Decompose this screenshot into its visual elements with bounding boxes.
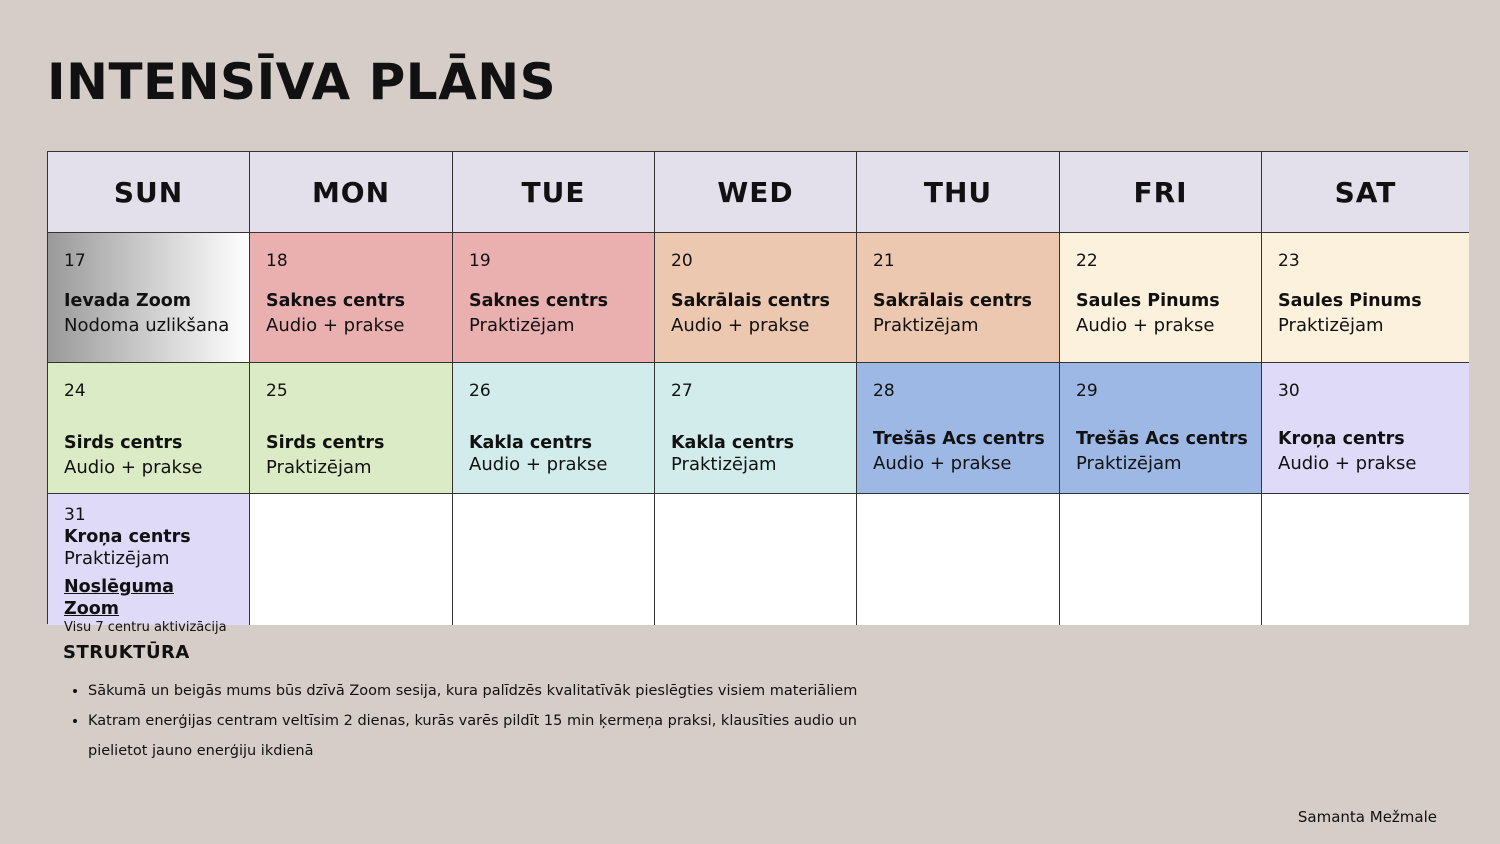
- event-title: Sakrālais centrs: [671, 291, 830, 311]
- event-title: Kroņa centrs: [1278, 429, 1405, 449]
- day-cell-30[interactable]: [1262, 363, 1469, 494]
- event-subtitle: Praktizējam: [671, 454, 777, 475]
- day-cell-17[interactable]: [48, 233, 250, 363]
- day-number: 22: [1076, 251, 1098, 271]
- weekday-header-fri: FRI: [1060, 152, 1262, 233]
- day-cell-19[interactable]: [453, 233, 655, 363]
- event-subtitle: Audio + prakse: [1076, 315, 1215, 336]
- event-subtitle: Praktizējam: [1076, 453, 1182, 474]
- event-subtitle: Audio + prakse: [671, 315, 810, 336]
- weekday-header-wed: WED: [655, 152, 857, 233]
- event-subtitle: Audio + prakse: [873, 453, 1012, 474]
- event-title: Saules Pinums: [1278, 291, 1422, 311]
- event-subtitle: Nodoma uzlikšana: [64, 315, 230, 336]
- event-title: Trešās Acs centrs: [1076, 429, 1248, 449]
- day-cell-20[interactable]: [655, 233, 857, 363]
- empty-day-cell: [1060, 494, 1262, 625]
- empty-day-cell: [655, 494, 857, 625]
- day-number: 23: [1278, 251, 1300, 271]
- weekday-header-tue: TUE: [453, 152, 655, 233]
- closing-zoom-description: Visu 7 centru aktivizācija: [64, 620, 227, 635]
- day-cell-21[interactable]: [857, 233, 1060, 363]
- event-subtitle: Praktizējam: [873, 315, 979, 336]
- day-cell-25[interactable]: [250, 363, 453, 494]
- empty-day-cell: [250, 494, 453, 625]
- event-title: Kakla centrs: [469, 433, 593, 453]
- day-cell-22[interactable]: [1060, 233, 1262, 363]
- empty-day-cell: [1262, 494, 1469, 625]
- event-title: Sakrālais centrs: [873, 291, 1032, 311]
- weekday-header-thu: THU: [857, 152, 1060, 233]
- day-cell-24[interactable]: [48, 363, 250, 494]
- day-number: 24: [64, 381, 86, 401]
- day-number: 28: [873, 381, 895, 401]
- structure-item: • Katram enerģijas centram veltīsim 2 dienas, kurās varēs pildīt 15 min ķermeņa praksi, klausīties audio un pielietot jauno enerģiju ikdienā: [88, 706, 908, 766]
- calendar-grid: [47, 151, 1468, 635]
- event-title: Sirds centrs: [266, 433, 385, 453]
- day-cell-23[interactable]: [1262, 233, 1469, 363]
- event-subtitle: Audio + prakse: [266, 315, 405, 336]
- event-title: Trešās Acs centrs: [873, 429, 1045, 449]
- day-number: 31: [64, 505, 86, 525]
- day-number: 21: [873, 251, 895, 271]
- event-subtitle: Praktizējam: [469, 315, 575, 336]
- day-cell-31[interactable]: [48, 494, 250, 635]
- day-number: 26: [469, 381, 491, 401]
- day-cell-29[interactable]: [1060, 363, 1262, 494]
- event-subtitle: Audio + prakse: [469, 454, 608, 475]
- day-cell-18[interactable]: [250, 233, 453, 363]
- day-cell-28[interactable]: [857, 363, 1060, 494]
- event-subtitle: Praktizējam: [266, 457, 372, 478]
- event-title: Ievada Zoom: [64, 291, 191, 311]
- structure-heading: STRUKTŪRA: [63, 642, 190, 663]
- event-title: Saknes centrs: [266, 291, 406, 311]
- event-title: Saknes centrs: [469, 291, 609, 311]
- event-subtitle: Audio + prakse: [64, 457, 203, 478]
- day-number: 27: [671, 381, 693, 401]
- page-title: INTENSĪVA PLĀNS: [47, 53, 557, 111]
- event-title: Kakla centrs: [671, 433, 795, 453]
- day-number: 18: [266, 251, 288, 271]
- day-number: 20: [671, 251, 693, 271]
- event-title: Kroņa centrs: [64, 527, 191, 547]
- author-name: Samanta Mežmale: [1297, 808, 1437, 826]
- closing-zoom-link[interactable]: Noslēguma Zoom: [64, 577, 174, 619]
- structure-list: [70, 676, 908, 766]
- day-number: 19: [469, 251, 491, 271]
- event-title: Saules Pinums: [1076, 291, 1220, 311]
- weekday-header-sat: SAT: [1262, 152, 1469, 233]
- event-subtitle: Praktizējam: [1278, 315, 1384, 336]
- day-number: 30: [1278, 381, 1300, 401]
- day-number: 25: [266, 381, 288, 401]
- weekday-header-mon: MON: [250, 152, 453, 233]
- day-cell-26[interactable]: [453, 363, 655, 494]
- structure-item: • Sākumā un beigās mums būs dzīvā Zoom sesija, kura palīdzēs kvalitatīvāk pieslēgties visiem materiāliem: [88, 676, 908, 706]
- day-number: 17: [64, 251, 86, 271]
- empty-day-cell: [857, 494, 1060, 625]
- day-cell-27[interactable]: [655, 363, 857, 494]
- weekday-header-sun: SUN: [48, 152, 250, 233]
- event-subtitle: Audio + prakse: [1278, 453, 1417, 474]
- empty-day-cell: [453, 494, 655, 625]
- event-subtitle: Praktizējam: [64, 548, 170, 569]
- event-title: Sirds centrs: [64, 433, 183, 453]
- day-number: 29: [1076, 381, 1098, 401]
